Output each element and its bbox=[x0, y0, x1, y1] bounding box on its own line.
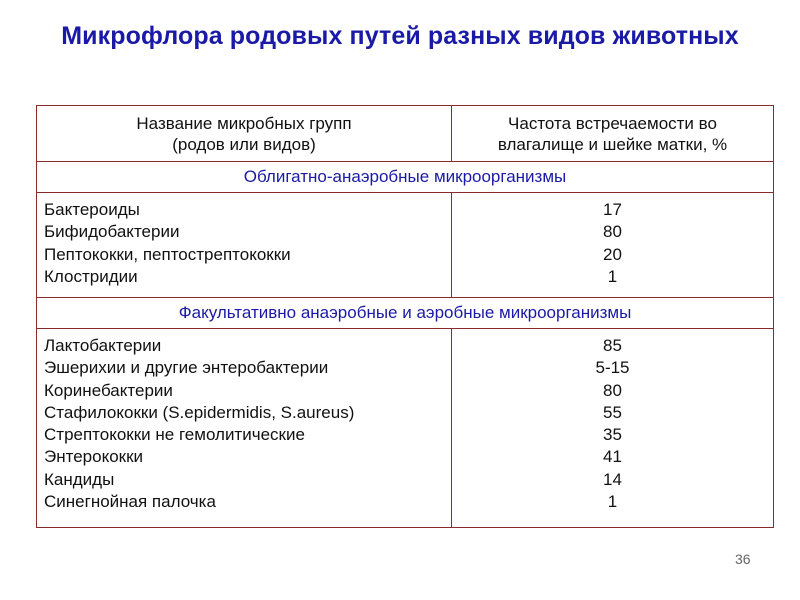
section-obligate-anaerobes: Облигатно-анаэробные микроорганизмы bbox=[37, 162, 774, 193]
list-item: Пептококки, пептострептококки bbox=[44, 244, 291, 264]
header-name-line2: (родов или видов) bbox=[172, 134, 316, 154]
microflora-table bbox=[36, 105, 774, 528]
values-cell bbox=[452, 329, 774, 528]
header-freq-line1: Частота встречаемости во bbox=[508, 113, 717, 133]
list-item: Энтерококки bbox=[44, 447, 144, 467]
header-name-line1: Название микробных групп bbox=[136, 113, 352, 133]
list-item: Стрептококки не гемолитические bbox=[44, 425, 305, 445]
names-cell bbox=[37, 329, 452, 528]
list-item: Эшерихии и другие энтеробактерии bbox=[44, 358, 329, 378]
value-item: 1 bbox=[607, 266, 618, 286]
list-item: Синегнойная палочка bbox=[44, 492, 216, 512]
header-freq-line2: влагалище и шейке матки, % bbox=[497, 134, 728, 154]
value-item: 17 bbox=[603, 200, 622, 219]
value-item: 14 bbox=[603, 469, 622, 489]
list-item: Бифидобактерии bbox=[44, 222, 180, 242]
header-name-column bbox=[37, 106, 452, 162]
value-item: 20 bbox=[603, 244, 622, 264]
value-item: 55 bbox=[603, 402, 622, 422]
section-header-row bbox=[37, 162, 774, 193]
table-row-group bbox=[37, 329, 774, 528]
value-item: 1 bbox=[607, 492, 618, 512]
list-item: Клостридии bbox=[44, 266, 138, 286]
list-item: Коринебактерии bbox=[44, 380, 173, 400]
list-item: Бактероиды bbox=[44, 200, 140, 219]
value-item: 41 bbox=[603, 447, 622, 467]
value-item: 5-15 bbox=[595, 358, 630, 378]
value-item: 80 bbox=[603, 380, 622, 400]
list-item: Стафилококки (S.epidermidis, S.aureus) bbox=[44, 402, 355, 422]
header-frequency-column bbox=[452, 106, 774, 162]
list-item: Кандиды bbox=[44, 469, 115, 489]
value-item: 85 bbox=[603, 336, 622, 355]
value-item: 80 bbox=[603, 222, 622, 242]
section-header-row bbox=[37, 298, 774, 329]
section-facultative-aerobes: Факультативно анаэробные и аэробные микроорганизмы bbox=[37, 298, 774, 329]
list-item: Лактобактерии bbox=[44, 336, 162, 355]
table-header-row bbox=[37, 106, 774, 162]
value-item: 35 bbox=[603, 425, 622, 445]
page-number: 36 bbox=[735, 551, 751, 567]
slide-title: Микрофлора родовых путей разных видов животных bbox=[61, 22, 739, 50]
names-cell bbox=[37, 193, 452, 298]
values-cell bbox=[452, 193, 774, 298]
table-row-group bbox=[37, 193, 774, 298]
